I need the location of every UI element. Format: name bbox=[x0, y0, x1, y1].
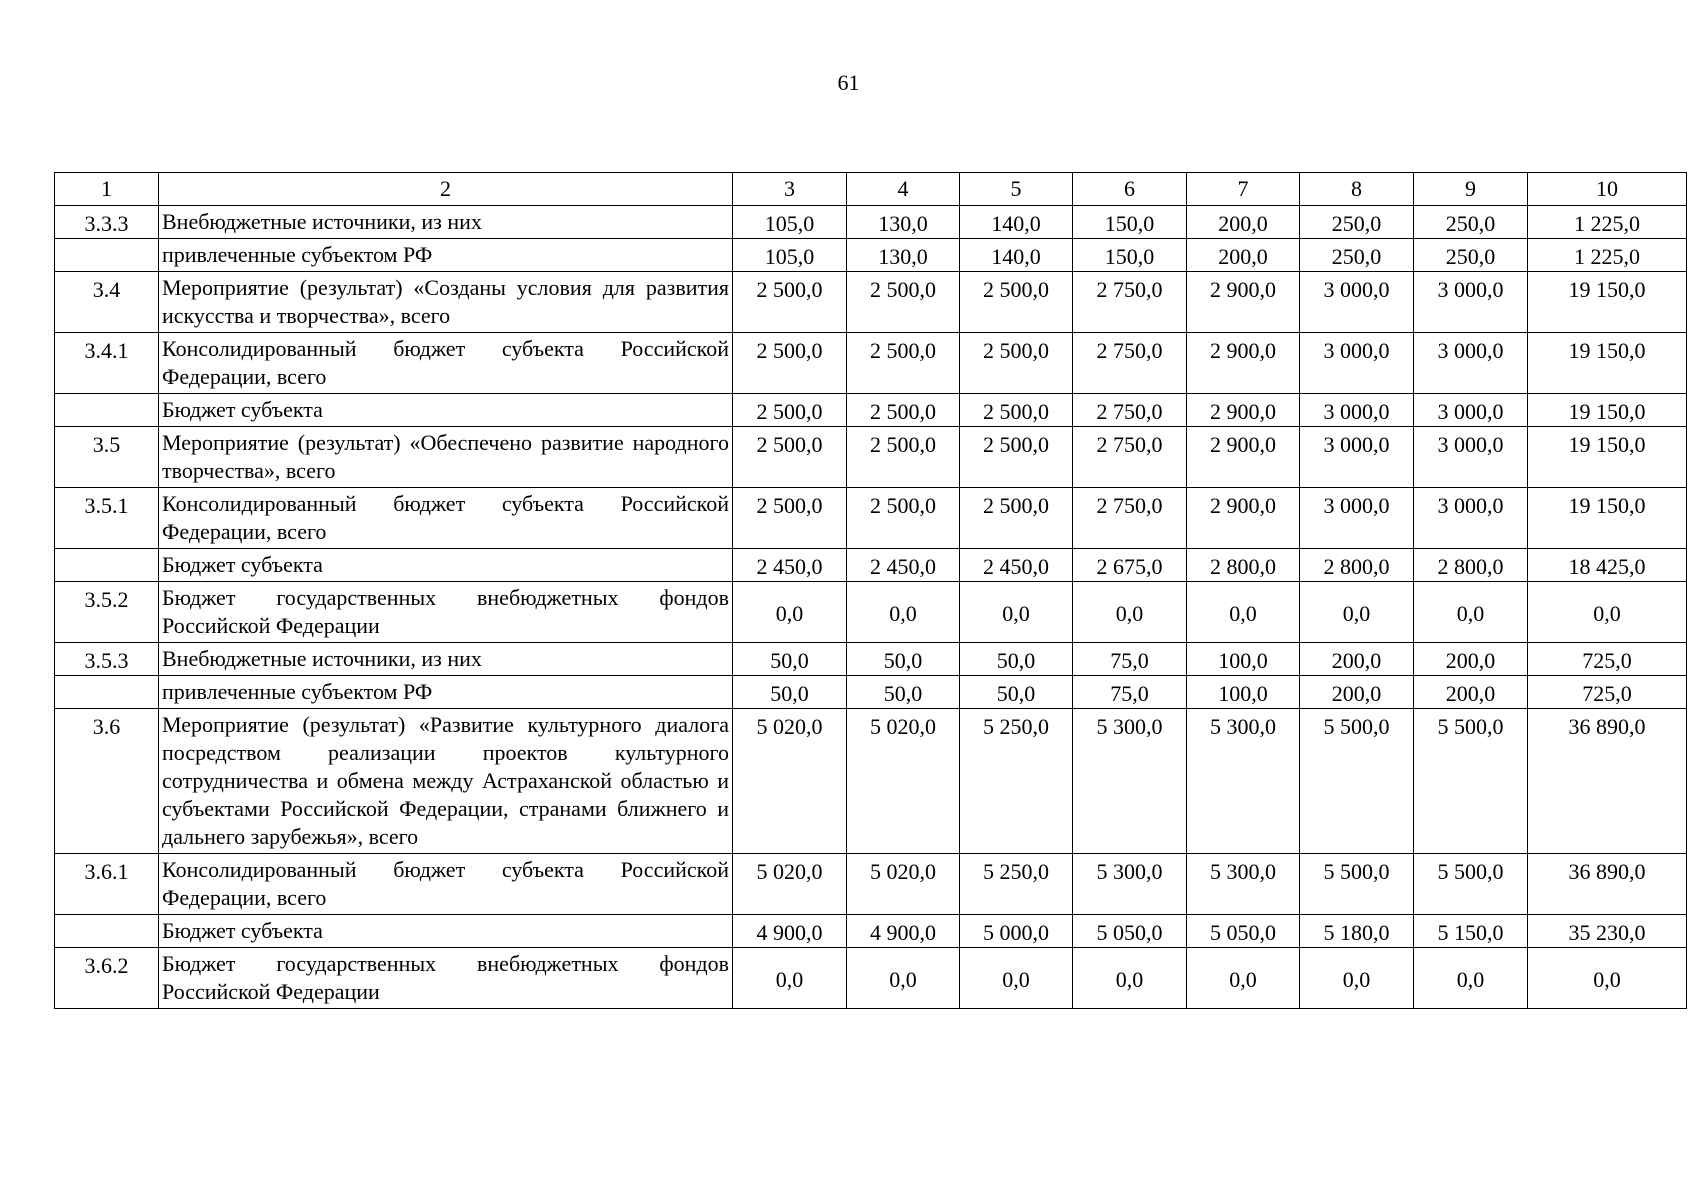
value-cell: 2 500,0 bbox=[847, 488, 960, 549]
value-cell: 2 900,0 bbox=[1187, 394, 1300, 427]
value-cell: 75,0 bbox=[1073, 676, 1187, 709]
value-cell: 5 300,0 bbox=[1073, 854, 1187, 915]
column-header: 6 bbox=[1073, 173, 1187, 206]
table-row bbox=[55, 239, 1687, 272]
value-cell: 5 500,0 bbox=[1300, 854, 1414, 915]
table-row bbox=[55, 488, 1687, 549]
row-code bbox=[55, 239, 159, 272]
value-cell: 2 500,0 bbox=[960, 427, 1073, 488]
value-cell: 5 050,0 bbox=[1187, 915, 1300, 948]
column-header: 9 bbox=[1414, 173, 1528, 206]
value-cell: 19 150,0 bbox=[1528, 427, 1687, 488]
value-cell: 150,0 bbox=[1073, 206, 1187, 239]
value-cell: 0,0 bbox=[1073, 948, 1187, 1009]
value-cell: 2 500,0 bbox=[960, 272, 1073, 333]
row-name: Консолидированный бюджет субъекта Российской Федерации, всего bbox=[159, 854, 733, 915]
value-cell: 200,0 bbox=[1187, 239, 1300, 272]
value-cell: 3 000,0 bbox=[1414, 394, 1528, 427]
table-row bbox=[55, 549, 1687, 582]
value-cell: 200,0 bbox=[1300, 643, 1414, 676]
row-code: 3.5.3 bbox=[55, 643, 159, 676]
column-header: 8 bbox=[1300, 173, 1414, 206]
value-cell: 5 020,0 bbox=[847, 709, 960, 854]
value-cell: 2 900,0 bbox=[1187, 333, 1300, 394]
value-cell: 2 750,0 bbox=[1073, 488, 1187, 549]
value-cell: 5 300,0 bbox=[1073, 709, 1187, 854]
value-cell: 2 500,0 bbox=[733, 333, 847, 394]
table-row bbox=[55, 854, 1687, 915]
value-cell: 36 890,0 bbox=[1528, 709, 1687, 854]
value-cell: 2 500,0 bbox=[733, 488, 847, 549]
value-cell: 725,0 bbox=[1528, 643, 1687, 676]
column-header: 3 bbox=[733, 173, 847, 206]
value-cell: 19 150,0 bbox=[1528, 394, 1687, 427]
value-cell: 0,0 bbox=[1073, 582, 1187, 643]
value-cell: 0,0 bbox=[960, 948, 1073, 1009]
value-cell: 5 050,0 bbox=[1073, 915, 1187, 948]
page-number: 61 bbox=[837, 70, 860, 95]
table-row bbox=[55, 948, 1687, 1009]
value-cell: 2 500,0 bbox=[960, 394, 1073, 427]
value-cell: 0,0 bbox=[1187, 948, 1300, 1009]
value-cell: 50,0 bbox=[733, 643, 847, 676]
column-header: 5 bbox=[960, 173, 1073, 206]
value-cell: 105,0 bbox=[733, 239, 847, 272]
table-row bbox=[55, 676, 1687, 709]
row-name: Бюджет государственных внебюджетных фондов Российской Федерации bbox=[159, 948, 733, 1009]
value-cell: 2 500,0 bbox=[847, 272, 960, 333]
value-cell: 36 890,0 bbox=[1528, 854, 1687, 915]
value-cell: 2 750,0 bbox=[1073, 333, 1187, 394]
value-cell: 2 500,0 bbox=[960, 333, 1073, 394]
value-cell: 5 020,0 bbox=[733, 854, 847, 915]
row-code: 3.5.2 bbox=[55, 582, 159, 643]
value-cell: 130,0 bbox=[847, 206, 960, 239]
value-cell: 725,0 bbox=[1528, 676, 1687, 709]
value-cell: 0,0 bbox=[1414, 948, 1528, 1009]
value-cell: 140,0 bbox=[960, 239, 1073, 272]
value-cell: 2 500,0 bbox=[733, 394, 847, 427]
value-cell: 3 000,0 bbox=[1300, 394, 1414, 427]
column-header: 4 bbox=[847, 173, 960, 206]
value-cell: 0,0 bbox=[1528, 582, 1687, 643]
row-name: Бюджет субъекта bbox=[159, 549, 733, 582]
value-cell: 3 000,0 bbox=[1414, 427, 1528, 488]
value-cell: 0,0 bbox=[960, 582, 1073, 643]
value-cell: 3 000,0 bbox=[1414, 272, 1528, 333]
table-row bbox=[55, 394, 1687, 427]
value-cell: 200,0 bbox=[1414, 676, 1528, 709]
row-code: 3.4 bbox=[55, 272, 159, 333]
table-body bbox=[55, 173, 1687, 1009]
value-cell: 5 500,0 bbox=[1414, 854, 1528, 915]
value-cell: 0,0 bbox=[847, 582, 960, 643]
table-row bbox=[55, 206, 1687, 239]
value-cell: 100,0 bbox=[1187, 643, 1300, 676]
row-code: 3.5.1 bbox=[55, 488, 159, 549]
value-cell: 200,0 bbox=[1300, 676, 1414, 709]
row-name: Мероприятие (результат) «Обеспечено развитие народного творчества», всего bbox=[159, 427, 733, 488]
row-name: Мероприятие (результат) «Созданы условия для развития искусства и творчества», всего bbox=[159, 272, 733, 333]
value-cell: 2 750,0 bbox=[1073, 394, 1187, 427]
row-name: Бюджет субъекта bbox=[159, 394, 733, 427]
row-name: Бюджет государственных внебюджетных фондов Российской Федерации bbox=[159, 582, 733, 643]
row-code: 3.4.1 bbox=[55, 333, 159, 394]
row-code: 3.6.2 bbox=[55, 948, 159, 1009]
value-cell: 2 800,0 bbox=[1187, 549, 1300, 582]
row-name: Мероприятие (результат) «Развитие культурного диалога посредством реализации проектов культурного сотрудничества и обмена между Астраханской областью и субъектами Российской Федерации, странами ближнего и дальнего зарубежья», всего bbox=[159, 709, 733, 854]
value-cell: 2 500,0 bbox=[847, 394, 960, 427]
row-code: 3.5 bbox=[55, 427, 159, 488]
value-cell: 2 450,0 bbox=[847, 549, 960, 582]
column-header: 7 bbox=[1187, 173, 1300, 206]
value-cell: 250,0 bbox=[1300, 239, 1414, 272]
value-cell: 130,0 bbox=[847, 239, 960, 272]
value-cell: 5 020,0 bbox=[733, 709, 847, 854]
row-name: Консолидированный бюджет субъекта Российской Федерации, всего bbox=[159, 488, 733, 549]
value-cell: 2 500,0 bbox=[847, 427, 960, 488]
value-cell: 150,0 bbox=[1073, 239, 1187, 272]
value-cell: 100,0 bbox=[1187, 676, 1300, 709]
value-cell: 4 900,0 bbox=[733, 915, 847, 948]
value-cell: 1 225,0 bbox=[1528, 239, 1687, 272]
value-cell: 2 900,0 bbox=[1187, 488, 1300, 549]
value-cell: 0,0 bbox=[733, 948, 847, 1009]
row-name: Внебюджетные источники, из них bbox=[159, 206, 733, 239]
row-code bbox=[55, 394, 159, 427]
value-cell: 5 300,0 bbox=[1187, 854, 1300, 915]
value-cell: 35 230,0 bbox=[1528, 915, 1687, 948]
column-number-header-row bbox=[55, 173, 1687, 206]
value-cell: 0,0 bbox=[1528, 948, 1687, 1009]
value-cell: 2 900,0 bbox=[1187, 272, 1300, 333]
value-cell: 2 750,0 bbox=[1073, 272, 1187, 333]
value-cell: 250,0 bbox=[1300, 206, 1414, 239]
value-cell: 250,0 bbox=[1414, 239, 1528, 272]
value-cell: 5 500,0 bbox=[1300, 709, 1414, 854]
value-cell: 5 300,0 bbox=[1187, 709, 1300, 854]
row-code: 3.3.3 bbox=[55, 206, 159, 239]
value-cell: 2 500,0 bbox=[733, 427, 847, 488]
column-header: 1 bbox=[55, 173, 159, 206]
value-cell: 2 450,0 bbox=[960, 549, 1073, 582]
value-cell: 2 800,0 bbox=[1414, 549, 1528, 582]
value-cell: 0,0 bbox=[1300, 582, 1414, 643]
value-cell: 19 150,0 bbox=[1528, 333, 1687, 394]
table-row bbox=[55, 333, 1687, 394]
value-cell: 50,0 bbox=[733, 676, 847, 709]
value-cell: 105,0 bbox=[733, 206, 847, 239]
value-cell: 2 750,0 bbox=[1073, 427, 1187, 488]
value-cell: 0,0 bbox=[1414, 582, 1528, 643]
value-cell: 2 500,0 bbox=[847, 333, 960, 394]
value-cell: 2 500,0 bbox=[960, 488, 1073, 549]
value-cell: 0,0 bbox=[1187, 582, 1300, 643]
budget-table bbox=[54, 172, 1687, 1009]
value-cell: 5 020,0 bbox=[847, 854, 960, 915]
value-cell: 3 000,0 bbox=[1414, 488, 1528, 549]
value-cell: 50,0 bbox=[960, 643, 1073, 676]
value-cell: 0,0 bbox=[1300, 948, 1414, 1009]
value-cell: 50,0 bbox=[847, 676, 960, 709]
row-name: привлеченные субъектом РФ bbox=[159, 239, 733, 272]
value-cell: 5 180,0 bbox=[1300, 915, 1414, 948]
value-cell: 2 675,0 bbox=[1073, 549, 1187, 582]
value-cell: 3 000,0 bbox=[1300, 427, 1414, 488]
table-row bbox=[55, 643, 1687, 676]
value-cell: 2 450,0 bbox=[733, 549, 847, 582]
value-cell: 2 800,0 bbox=[1300, 549, 1414, 582]
value-cell: 3 000,0 bbox=[1300, 272, 1414, 333]
column-header: 2 bbox=[159, 173, 733, 206]
value-cell: 0,0 bbox=[733, 582, 847, 643]
value-cell: 3 000,0 bbox=[1300, 488, 1414, 549]
value-cell: 4 900,0 bbox=[847, 915, 960, 948]
value-cell: 5 250,0 bbox=[960, 709, 1073, 854]
value-cell: 75,0 bbox=[1073, 643, 1187, 676]
table-row bbox=[55, 709, 1687, 854]
value-cell: 200,0 bbox=[1414, 643, 1528, 676]
value-cell: 19 150,0 bbox=[1528, 488, 1687, 549]
value-cell: 3 000,0 bbox=[1300, 333, 1414, 394]
row-name: Консолидированный бюджет субъекта Российской Федерации, всего bbox=[159, 333, 733, 394]
value-cell: 5 500,0 bbox=[1414, 709, 1528, 854]
table-row bbox=[55, 427, 1687, 488]
value-cell: 50,0 bbox=[847, 643, 960, 676]
value-cell: 1 225,0 bbox=[1528, 206, 1687, 239]
value-cell: 250,0 bbox=[1414, 206, 1528, 239]
value-cell: 3 000,0 bbox=[1414, 333, 1528, 394]
value-cell: 5 150,0 bbox=[1414, 915, 1528, 948]
row-code: 3.6.1 bbox=[55, 854, 159, 915]
row-code: 3.6 bbox=[55, 709, 159, 854]
table-row bbox=[55, 272, 1687, 333]
value-cell: 5 000,0 bbox=[960, 915, 1073, 948]
value-cell: 140,0 bbox=[960, 206, 1073, 239]
value-cell: 50,0 bbox=[960, 676, 1073, 709]
value-cell: 18 425,0 bbox=[1528, 549, 1687, 582]
row-name: привлеченные субъектом РФ bbox=[159, 676, 733, 709]
value-cell: 19 150,0 bbox=[1528, 272, 1687, 333]
row-name: Бюджет субъекта bbox=[159, 915, 733, 948]
value-cell: 2 500,0 bbox=[733, 272, 847, 333]
table-row bbox=[55, 915, 1687, 948]
value-cell: 2 900,0 bbox=[1187, 427, 1300, 488]
row-code bbox=[55, 549, 159, 582]
value-cell: 5 250,0 bbox=[960, 854, 1073, 915]
value-cell: 200,0 bbox=[1187, 206, 1300, 239]
table-row bbox=[55, 582, 1687, 643]
row-name: Внебюджетные источники, из них bbox=[159, 643, 733, 676]
value-cell: 0,0 bbox=[847, 948, 960, 1009]
row-code bbox=[55, 915, 159, 948]
row-code bbox=[55, 676, 159, 709]
column-header: 10 bbox=[1528, 173, 1687, 206]
